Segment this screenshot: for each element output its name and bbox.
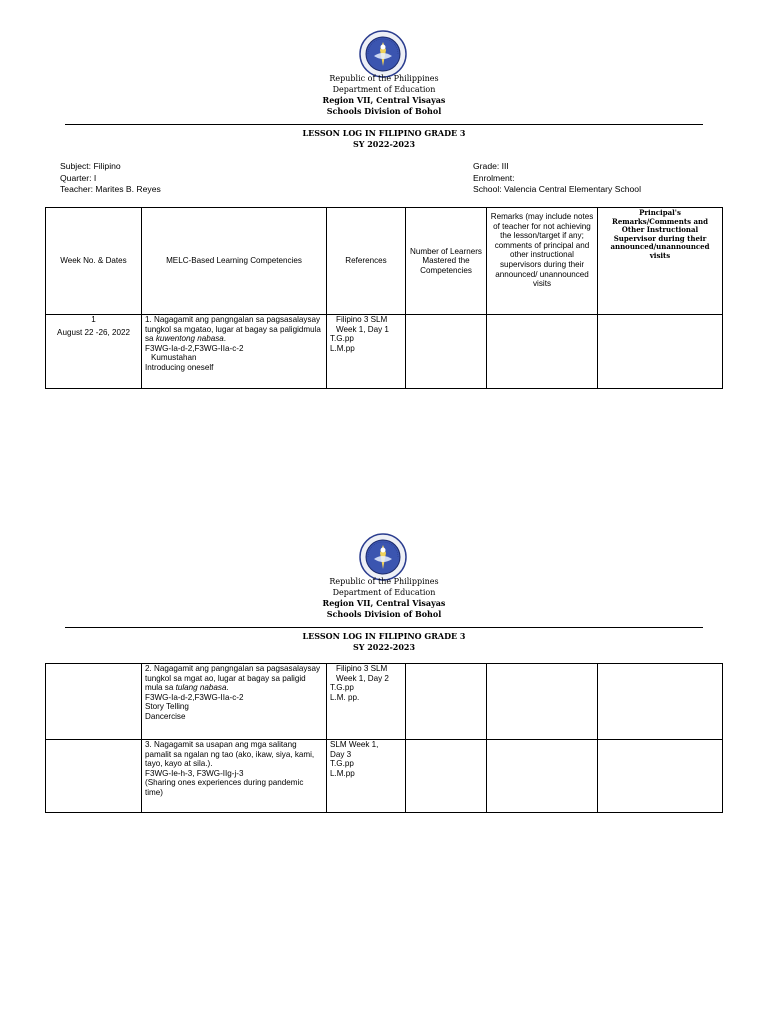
- reference-3: T.G.pp: [330, 759, 354, 769]
- competency-code: F3WG-Ia-d-2,F3WG-IIa-c-2: [145, 692, 244, 702]
- activity-1: Story Telling: [145, 702, 189, 712]
- enrolment-field: Enrolment:: [473, 172, 515, 183]
- header-remarks: Remarks (may include notes of teacher for not achieving the lesson/target if any; comments of principal and other instructional supervisors during their announced/ unannounced visits: [487, 208, 598, 315]
- competency-italic: tulang nabasa: [175, 683, 227, 693]
- subject-field: Subject: Filipino: [60, 161, 121, 171]
- competency-end: .: [223, 334, 227, 344]
- competency-end: .: [226, 683, 229, 693]
- activity-1: Kumustahan: [151, 353, 197, 363]
- competency-text: 3. Nagagamit sa usapan ang mga salitang pamalit sa ngalan ng tao (ako, ikaw, siya, kami, tayo, kayo at sila.).: [145, 740, 315, 769]
- competency-text: 1. Nagagamit ang pangngalan sa pagsasalaysay tungkol sa mgatao, lugar at bagay sa paligidmula sa: [145, 315, 321, 344]
- remarks-cell[interactable]: [487, 740, 598, 813]
- school-field: School: Valencia Central Elementary School: [473, 184, 641, 194]
- region-line: Region VII, Central Visayas: [322, 95, 446, 105]
- reference-3: T.G.pp: [330, 683, 354, 693]
- letterhead: [0, 577, 768, 619]
- reference-2: Day 3: [330, 749, 352, 759]
- principal-remarks-cell[interactable]: [598, 664, 723, 740]
- references-cell: [327, 664, 406, 740]
- reference-2: Week 1, Day 1: [336, 324, 389, 334]
- mastered-cell[interactable]: [406, 664, 487, 740]
- reference-4: L.M.pp: [330, 343, 355, 353]
- lesson-log-table-continued: [45, 663, 723, 813]
- activity-2: Introducing oneself: [145, 362, 214, 372]
- division-line: Schools Division of Bohol: [326, 105, 442, 116]
- header-week: Week No. & Dates: [46, 208, 142, 315]
- remarks-cell[interactable]: [487, 664, 598, 740]
- competency-text: 2. Nagagamit ang pangngalan sa pagsasalaysay tungkol sa mgat ao, lugar at bagay sa paligid mula sa: [145, 664, 321, 693]
- title-line-2: SY 2022-2023: [352, 641, 416, 652]
- reference-3: T.G.pp: [330, 334, 354, 344]
- competency-code: F3WG-Ie-h-3, F3WG-IIg-j-3: [145, 768, 244, 778]
- header-divider: [65, 627, 703, 628]
- reference-1: Filipino 3 SLM: [336, 315, 388, 324]
- republic-line: Republic of the Philippines: [329, 74, 439, 83]
- reference-4: L.M. pp.: [330, 692, 360, 702]
- week-dates: August 22 -26, 2022: [57, 327, 130, 337]
- reference-2: Week 1, Day 2: [336, 673, 389, 683]
- principal-remarks-cell[interactable]: [598, 740, 723, 813]
- reference-1: SLM Week 1,: [330, 740, 379, 749]
- department-line: Department of Education: [332, 84, 436, 94]
- activity-2: Dancercise: [145, 711, 186, 721]
- header-principal: Principal's Remarks/Comments and Other Instructional Supervisor during their announced/unannounced visits: [598, 208, 723, 315]
- header-melc: MELC-Based Learning Competencies: [142, 208, 327, 315]
- document-title: [0, 631, 768, 652]
- reference-4: L.M.pp: [330, 768, 355, 778]
- competency-cell: [142, 740, 327, 813]
- header-references: References: [327, 208, 406, 315]
- activity-1: (Sharing ones experiences during pandemic time): [145, 778, 304, 797]
- title-line-1: LESSON LOG IN FILIPINO GRADE 3: [302, 128, 466, 138]
- mastered-cell[interactable]: [406, 740, 487, 813]
- teacher-field: Teacher: Marites B. Reyes: [60, 184, 161, 194]
- department-line: Department of Education: [332, 587, 436, 597]
- week-cell: [46, 664, 142, 740]
- title-line-2: SY 2022-2023: [352, 138, 416, 149]
- table-row: [46, 664, 723, 740]
- header-mastered: Number of Learners Mastered the Competencies: [406, 208, 487, 315]
- title-line-1: LESSON LOG IN FILIPINO GRADE 3: [302, 631, 466, 641]
- competency-code: F3WG-Ia-d-2,F3WG-IIa-c-2: [145, 343, 244, 353]
- references-cell: [327, 740, 406, 813]
- deped-seal-icon: [359, 533, 407, 581]
- republic-line: Republic of the Philippines: [329, 577, 439, 586]
- competency-cell: [142, 664, 327, 740]
- week-number: 1: [91, 315, 96, 324]
- week-cell: [46, 740, 142, 813]
- division-line: Schools Division of Bohol: [326, 608, 442, 619]
- grade-field: Grade: III: [473, 161, 509, 171]
- quarter-field: Quarter: I: [60, 172, 97, 183]
- competency-italic: kuwentong nabasa: [155, 334, 224, 344]
- region-line: Region VII, Central Visayas: [322, 598, 446, 608]
- reference-1: Filipino 3 SLM: [336, 664, 388, 673]
- table-row: [46, 740, 723, 813]
